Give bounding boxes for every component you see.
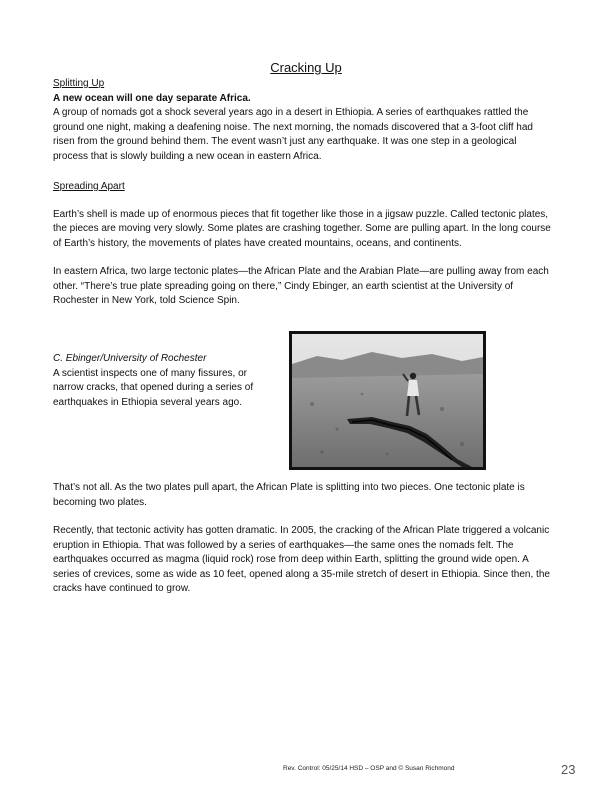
photo-credit: C. Ebinger/University of Rochester xyxy=(53,353,207,364)
fissure-photo-image xyxy=(292,334,483,467)
figure-caption-block xyxy=(53,352,278,410)
section-continuation xyxy=(53,481,553,597)
body-paragraph: In eastern Africa, two large tectonic plates—the African Plate and the Arabian Plate—are pulling away from each other. “There’s true plate spreading going on there,” Cindy Ebinger, an earth scientist at the University of Rochester in New York, told Science Spin. xyxy=(53,266,549,306)
body-paragraph: That’s not all. As the two plates pull apart, the African Plate is splitting into two pieces. One tectonic plate is becoming two plates. xyxy=(53,482,525,508)
body-paragraph: Recently, that tectonic activity has gotten dramatic. In 2005, the cracking of the African Plate triggered a volcanic eruption in Ethiopia. That was followed by a series of earthquakes—the same ones the nomads felt. The earthquakes occurred as magma (liquid rock) rose from deep within Earth, splitting the ground wide open. A series of crevices, some as wide as 10 feet, opened along a 35-mile stretch of desert in Ethiopia. Since then, the cracks have continued to grow. xyxy=(53,525,550,594)
page-title: Cracking Up xyxy=(270,60,342,75)
section-heading: Spreading Apart xyxy=(53,181,125,192)
body-paragraph: Earth’s shell is made up of enormous pieces that fit together like those in a jigsaw puzzle. Called tectonic plates, the pieces are moving very slowly. Some plates are crashing together. Some are pulling apart. In the long course of Earth’s history, the movements of plates have created mountains, oceans, and continents. xyxy=(53,208,551,249)
page-number: 23 xyxy=(561,762,576,777)
revision-footer: Rev. Control: 05/25/14 HSD – OSP and © Susan Richmond xyxy=(283,765,455,772)
section-spreading-apart xyxy=(53,180,553,309)
section-subheading: A new ocean will one day separate Africa. xyxy=(53,92,251,104)
section-heading: Splitting Up xyxy=(53,78,105,89)
section-splitting-up xyxy=(53,77,553,164)
fissure-photo xyxy=(289,331,486,470)
body-paragraph: A group of nomads got a shock several years ago in a desert in Ethiopia. A series of earthquakes rattled the ground one night, making a deafening noise. The next morning, the nomads discovered that a 3-foot cliff had risen from the ground behind them. The event wasn’t just any earthquake. It was one step in a geological process that is slowly building a new ocean in eastern Africa. xyxy=(53,107,533,162)
figure-caption: A scientist inspects one of many fissures, or narrow cracks, that opened during a series of earthquakes in Ethiopia several years ago. xyxy=(53,367,254,408)
